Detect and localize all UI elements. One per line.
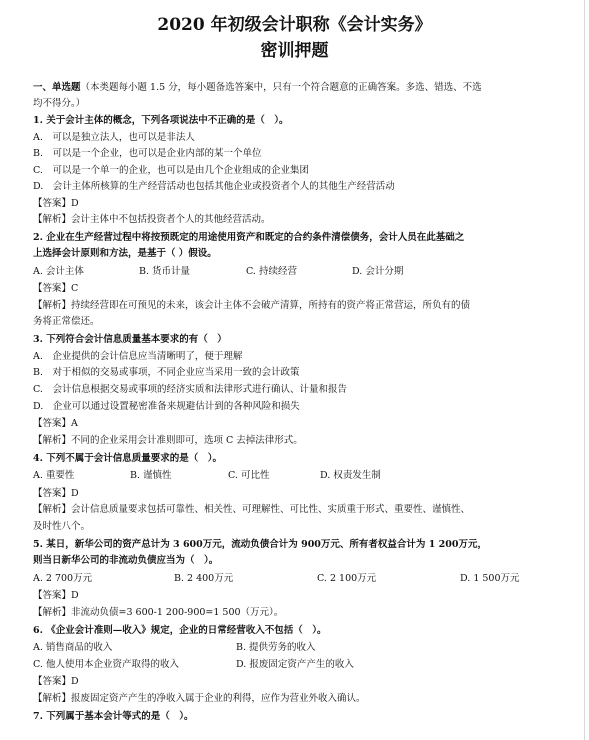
question-4-option-a: A. 重要性 [33, 470, 75, 481]
question-1-answer: 【答案】D [33, 198, 79, 209]
question-3-answer: 【答案】A [33, 418, 78, 429]
question-1-option-d: D. 会计主体所核算的生产经营活动也包括其他企业或投资者个人的其他生产经营活动 [33, 181, 395, 192]
section-instruction-cont: 均不得分。） [33, 98, 86, 109]
question-2-option-a: A. 会计主体 [33, 266, 84, 277]
question-5-option-a: A. 2 700万元 [33, 573, 93, 584]
question-3-analysis: 【解析】不同的企业采用会计准则即可，选项 C 去掉法律形式。 [33, 435, 303, 446]
section-instruction: （本类题每小题 1.5 分，每小题备选答案中，只有一个符合题意的正确答案。多选、错选、不选 [80, 82, 482, 93]
page-title: 2020 年初级会计职称《会计实务》 [157, 15, 432, 35]
question-4-analysis: 【解析】会计信息质量要求包括可靠性、相关性、可理解性、可比性、实质重于形式、重要性、谨慎性、 [33, 504, 471, 515]
question-6-option-d: D. 报废固定资产产生的收入 [236, 659, 354, 670]
question-3-stem: 3. 下列符合会计信息质量基本要求的有（ ） [33, 334, 227, 345]
question-4-stem: 4. 下列不属于会计信息质量要求的是（ ）。 [33, 453, 222, 464]
question-2-option-c: C. 持续经营 [246, 266, 297, 277]
question-5-answer: 【答案】D [33, 590, 79, 601]
question-6-option-a: A. 销售商品的收入 [33, 642, 113, 653]
question-3-option-a: A. 企业提供的会计信息应当清晰明了，便于理解 [33, 351, 243, 362]
question-2-option-d: D. 会计分期 [352, 266, 404, 277]
question-3-option-b: B. 对于相似的交易或事项，不同企业应当采用一致的会计政策 [33, 367, 300, 378]
question-2-answer: 【答案】C [33, 283, 79, 294]
question-6-option-c: C. 他人使用本企业资产取得的收入 [33, 659, 179, 670]
question-3-option-d: D. 企业可以通过设置秘密准备来规避估计到的各种风险和损失 [33, 401, 300, 412]
question-1-option-c: C. 可以是一个单一的企业，也可以是由几个企业组成的企业集团 [33, 165, 309, 176]
section-intro [33, 80, 573, 95]
question-6-analysis: 【解析】报废固定资产产生的净收入属于企业的利得，应作为营业外收入确认。 [33, 693, 366, 704]
question-4-option-b: B. 谨慎性 [130, 470, 172, 481]
question-5-option-c: C. 2 100万元 [317, 573, 377, 584]
question-4-answer: 【答案】D [33, 488, 79, 499]
question-5-analysis: 【解析】非流动负债=3 600-1 200-900=1 500（万元）。 [33, 607, 284, 618]
question-1-analysis: 【解析】会计主体中不包括投资者个人的其他经营活动。 [33, 214, 271, 225]
question-2-stem: 2. 企业在生产经营过程中将按预既定的用途使用资产和既定的合约条件清偿债务，会计人员在此基础之 [33, 232, 465, 243]
question-4-analysis-cont: 及时性八个。 [33, 521, 91, 532]
question-1-option-a: A. 可以是独立法人，也可以是非法人 [33, 132, 195, 143]
question-7-stem: 7. 下列属于基本会计等式的是（ ）。 [33, 711, 194, 722]
page-subtitle: 密训押题 [260, 41, 329, 61]
question-6-stem: 6. 《企业会计准则—收入》规定，企业的日常经营收入不包括（ ）。 [33, 625, 327, 636]
question-2-option-b: B. 货币计量 [139, 266, 191, 277]
question-4-option-d: D. 权责发生制 [320, 470, 381, 481]
question-5-stem: 5. 某日，新华公司的资产总计为 3 600万元，流动负债合计为 900万元、所有者权益合计为 1 200万元， [33, 539, 487, 550]
question-1-option-b: B. 可以是一个企业，也可以是企业内部的某一个单位 [33, 148, 262, 159]
question-4-option-c: C. 可比性 [228, 470, 270, 481]
question-2-analysis: 【解析】持续经营即在可预见的未来，该会计主体不会破产清算，所持有的资产将正常营运，所负有的债 [33, 300, 471, 311]
question-3-option-c: C. 会计信息根据交易或事项的经济实质和法律形式进行确认、计量和报告 [33, 384, 347, 395]
question-5-stem-cont: 则当日新华公司的非流动负债应当为（ ）。 [33, 555, 219, 566]
question-2-analysis-cont: 务将正常偿还。 [33, 316, 100, 327]
question-6-answer: 【答案】D [33, 676, 79, 687]
question-6-option-b: B. 提供劳务的收入 [236, 642, 316, 653]
question-5-option-d: D. 1 500万元 [460, 573, 520, 584]
section-heading: 一、单选题 [33, 82, 81, 93]
question-2-stem-cont: 上选择会计原则和方法，是基于（ ）假设。 [33, 248, 217, 259]
question-5-option-b: B. 2 400万元 [174, 573, 234, 584]
page-edge-divider [584, 0, 585, 740]
question-1-stem: 1. 关于会计主体的概念，下列各项说法中不正确的是（ ）。 [33, 115, 289, 126]
